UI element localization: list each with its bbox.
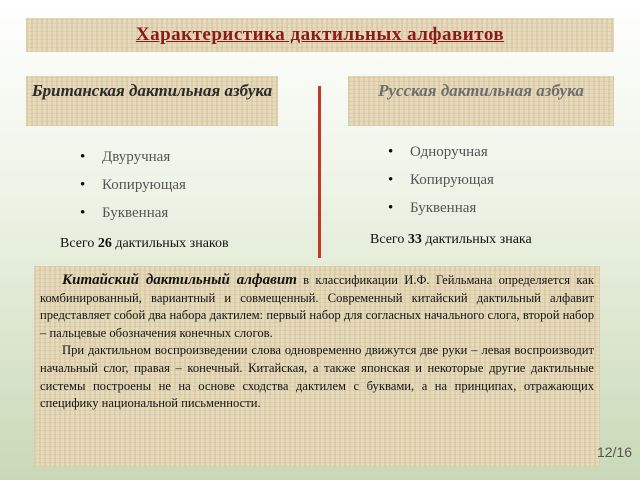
british-list (80, 145, 186, 229)
russian-item-label: Одноручная (410, 144, 488, 160)
total-number: 26 (97, 236, 112, 251)
british-total (60, 236, 229, 252)
russian-total (370, 232, 532, 248)
total-suffix: дактильных знаков (115, 236, 229, 251)
bullet-icon: • (388, 172, 394, 188)
chinese-paragraph-1 (40, 272, 594, 342)
russian-item-label: Буквенная (410, 200, 477, 216)
bullet-icon: • (388, 144, 394, 160)
page-number: 12/16 (596, 444, 632, 460)
total-suffix: дактильных знака (425, 232, 532, 247)
total-number: 33 (407, 232, 422, 247)
chinese-paragraph-1-text: в классификации И.Ф. Гейльмана определяется как комбинированный, вариантный и совмещенный. Современный китайский дактильный алфавит представляет собой два набора дактилем: первый набор для согласных начального слога, второй набор – пальцевые обозначения конечных слогов. (40, 273, 594, 340)
slide-title: Характеристика дактильных алфавитов (135, 24, 505, 45)
list-item (80, 201, 186, 229)
bullet-icon: • (80, 177, 86, 193)
list-item (80, 145, 186, 173)
russian-item-label: Копирующая (410, 172, 494, 188)
list-item (388, 140, 494, 168)
bullet-icon: • (80, 149, 86, 165)
bullet-icon: • (80, 205, 86, 221)
bullet-icon: • (388, 200, 394, 216)
russian-header: Русская дактильная азбука (348, 76, 614, 126)
total-prefix: Всего (370, 232, 405, 247)
slide-title-bar (26, 18, 614, 52)
list-item (80, 173, 186, 201)
total-prefix: Всего (60, 236, 95, 251)
column-divider (318, 86, 321, 258)
list-item (388, 168, 494, 196)
chinese-alphabet-box (34, 266, 600, 467)
british-item-label: Копирующая (102, 177, 186, 193)
british-item-label: Буквенная (102, 205, 169, 221)
british-item-label: Двуручная (102, 149, 171, 165)
chinese-paragraph-2: При дактильном воспроизведении слова одновременно движутся две руки – левая воспроизводит начальный слог, правая – конечный. Китайская, а также японская и некоторые другие дактильные системы построены не на основе сходства дактилем с буквами, а на принципах, отражающих специфику национальной письменности. (40, 343, 594, 411)
chinese-heading: Китайский дактильный алфавит (62, 272, 297, 288)
list-item (388, 196, 494, 224)
russian-list (388, 140, 494, 224)
british-header: Британская дактильная азбука (26, 76, 278, 126)
